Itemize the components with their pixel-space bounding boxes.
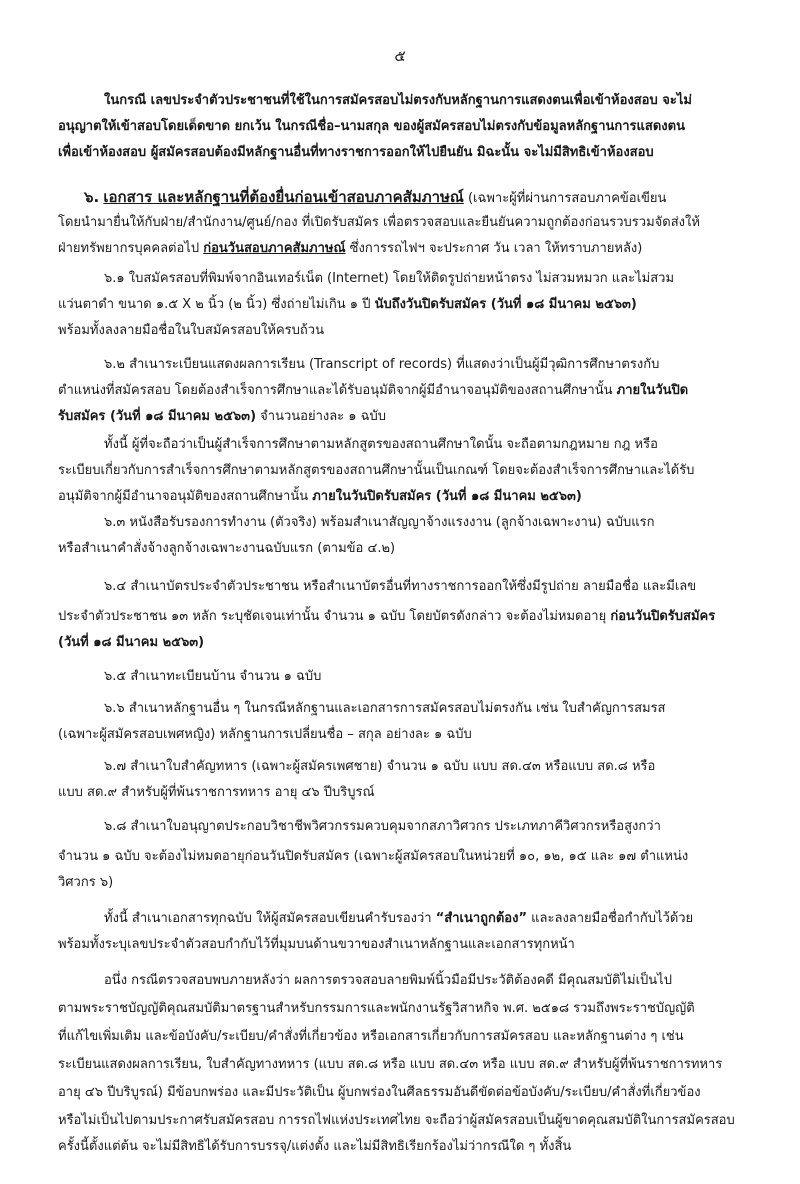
emphasis-text: ก่อนวันสอบภาคสัมภาษณ์	[203, 241, 346, 256]
section-number: ๖.	[84, 188, 100, 206]
emphasis-text: “สำเนาถูกต้อง”	[435, 911, 528, 926]
paragraph-line: อนึ่ง กรณีตรวจสอบพบภายหลังว่า ผลการตรวจสอบลายพิมพ์นิ้วมือมีประวัติต้องคดี มีคุณสมบัติไม่เป็นไป	[104, 973, 672, 988]
item-6-1-line: ๖.๑ ใบสมัครสอบที่พิมพ์จากอินเทอร์เน็ต (Internet) โดยให้ติดรูปถ่ายหน้าตรง ไม่สวมหมวก และไม่สวม	[104, 271, 675, 286]
paragraph-line: ในกรณี เลขประจำตัวประชาชนที่ใช้ในการสมัครสอบไม่ตรงกับหลักฐานการแสดงตนเพื่อเข้าห้องสอบ จะไม่	[104, 93, 692, 108]
paragraph-line: ฝ่ายทรัพยากรบุคคลต่อไป ก่อนวันสอบภาคสัมภาษณ์ ซึ่งการรถไฟฯ จะประกาศ วัน เวลา ให้ทราบภายหลัง)	[58, 241, 643, 256]
item-6-4-line: ๖.๔ สำเนาบัตรประจำตัวประชาชน หรือสำเนาบัตรอื่นที่ทางราชการออกให้ซึ่งมีรูปถ่าย ลายมือชื่อ และมีเลข	[104, 579, 697, 594]
item-6-3-line: ๖.๓ หนังสือรับรองการทำงาน (ตัวจริง) พร้อมสำเนาสัญญาจ้างแรงงาน (ลูกจ้างเฉพาะงาน) ฉบับแรก	[104, 515, 655, 530]
paragraph-line: ที่แก้ไขเพิ่มเติม และข้อบังคับ/ระเบียบ/คำสั่งที่เกี่ยวข้อง หรือเอกสารเกี่ยวกับการสมัครสอบ และหลักฐานต่าง ๆ เช่น	[58, 1029, 684, 1044]
item-6-4-line: (วันที่ ๑๘ มีนาคม ๒๕๖๓)	[58, 635, 205, 650]
emphasis-text: ภายในวันปิดรับสมัคร (วันที่ ๑๘ มีนาคม ๒๕๖๓)	[312, 489, 582, 504]
paragraph-line: ระเบียนแสดงผลการเรียน, ใบสำคัญทางทหาร (แบบ สด.๘ หรือ แบบ สด.๔๓ หรือ แบบ สด.๙ สำหรับผู้ที่พ้นราชการทหาร	[58, 1057, 723, 1072]
emphasis-text: รับสมัคร (วันที่ ๑๘ มีนาคม ๒๕๖๓)	[58, 409, 257, 424]
item-6-2-line: ตำแหน่งที่สมัครสอบ โดยต้องสำเร็จการศึกษาและได้รับอนุมัติจากผู้มีอำนาจอนุมัติของสถานศึกษานั้น ภายในวันปิด	[58, 383, 689, 398]
section-title: เอกสาร และหลักฐานที่ต้องยื่นก่อนเข้าสอบภาคสัมภาษณ์	[103, 188, 464, 206]
section-note: (เฉพาะผู้ที่ผ่านการสอบภาคข้อเขียน	[463, 191, 667, 206]
paragraph-line: อายุ ๔๖ ปีบริบูรณ์) มีข้อบกพร่อง และมีประวัติเป็น ผู้บกพร่องในศีลธรรมอันดีขัดต่อข้อบังคับ/ระเบียบ/คำสั่งที่เกี่ยวข้อง	[58, 1085, 701, 1100]
item-6-1-line: พร้อมทั้งลงลายมือชื่อในใบสมัครสอบให้ครบถ้วน	[58, 323, 324, 338]
emphasis-text: นับถึงวันปิดรับสมัคร (วันที่ ๑๘ มีนาคม ๒๕๖๓)	[374, 297, 637, 312]
item-6-2-line: อนุมัติจากผู้มีอำนาจอนุมัติของสถานศึกษานั้น ภายในวันปิดรับสมัคร (วันที่ ๑๘ มีนาคม ๒๕๖๓)	[58, 489, 582, 504]
item-6-2-line: ทั้งนี้ ผู้ที่จะถือว่าเป็นผู้สำเร็จการศึกษาตามหลักสูตรของสถานศึกษาใดนั้น จะถือตามกฎหมาย กฎ หรือ	[104, 437, 658, 452]
page-number: ๕	[394, 47, 406, 65]
section-heading	[84, 184, 794, 212]
emphasis-text: ภายในวันปิด	[616, 383, 689, 398]
item-6-8-line: จำนวน ๑ ฉบับ จะต้องไม่หมดอายุก่อนวันปิดรับสมัคร (เฉพาะผู้สมัครสอบในหน่วยที่ ๑๐, ๑๒, ๑๕ และ ๑๗ ตำแหน่ง	[58, 849, 689, 864]
paragraph-line: เพื่อเข้าห้องสอบ ผู้สมัครสอบต้องมีหลักฐานอื่นที่ทางราชการออกให้ไปยืนยัน มิฉะนั้น จะไม่มีสิทธิเข้าห้องสอบ	[58, 145, 654, 160]
item-6-1-line: แว่นตาดำ ขนาด ๑.๕ X ๒ นิ้ว (๒ นิ้ว) ซึ่งถ่ายไม่เกิน ๑ ปี นับถึงวันปิดรับสมัคร (วันที่ ๑๘ มีนาคม ๒๕๖๓)	[58, 297, 637, 312]
paragraph-line: โดยนำมายื่นให้กับฝ่าย/สำนักงาน/ศูนย์/กอง ที่เปิดรับสมัคร เพื่อตรวจสอบและยืนยันความถูกต้องก่อนรวบรวมจัดส่งให้	[58, 215, 700, 230]
paragraph-line: หรือไม่เป็นไปตามประกาศรับสมัครสอบ การรถไฟแห่งประเทศไทย จะถือว่าผู้สมัครสอบเป็นผู้ขาดคุณสมบัติในการสมัครสอบ	[58, 1113, 735, 1128]
paragraph-line: อนุญาตให้เข้าสอบโดยเด็ดขาด ยกเว้น ในกรณีชื่อ–นามสกุล ของผู้สมัครสอบไม่ตรงกับข้อมูลหลักฐานการแสดงตน	[58, 119, 685, 134]
item-6-7-line: ๖.๗ สำเนาใบสำคัญทหาร (เฉพาะผู้สมัครเพศชาย) จำนวน ๑ ฉบับ แบบ สด.๔๓ หรือแบบ สด.๘ หรือ	[104, 759, 656, 774]
item-6-4-line: ประจำตัวประชาชน ๑๓ หลัก ระบุชัดเจนเท่านั้น จำนวน ๑ ฉบับ โดยบัตรดังกล่าว จะต้องไม่หมดอายุ ก่อนวันปิดรับสมัคร	[58, 609, 716, 624]
paragraph-line: ตามพระราชบัญญัติคุณสมบัติมาตรฐานสำหรับกรรมการและพนักงานรัฐวิสาหกิจ พ.ศ. ๒๕๑๘ รวมถึงพระราชบัญญัติ	[58, 1001, 695, 1016]
paragraph-line: ครั้งนี้ตั้งแต่ต้น จะไม่มีสิทธิได้รับการบรรจุ/แต่งตั้ง และไม่มีสิทธิเรียกร้องไม่ว่ากรณีใด ๆ ทั้งสิ้น	[58, 1139, 572, 1154]
item-6-7-line: แบบ สด.๙ สำหรับผู้ที่พ้นราชการทหาร อายุ ๔๖ ปีบริบูรณ์	[58, 785, 375, 800]
item-6-2-line: ระเบียบเกี่ยวกับการสำเร็จการศึกษาตามหลักสูตรของสถานศึกษานั้นเป็นเกณฑ์ โดยจะต้องสำเร็จการศึกษาและได้รับ	[58, 463, 695, 478]
emphasis-text: ก่อนวันปิดรับสมัคร	[610, 609, 716, 624]
item-6-2-line: รับสมัคร (วันที่ ๑๘ มีนาคม ๒๕๖๓) จำนวนอย่างละ ๑ ฉบับ	[58, 409, 387, 424]
item-6-2-line: ๖.๒ สำเนาระเบียนแสดงผลการเรียน (Transcript of records) ที่แสดงว่าเป็นผู้มีวุฒิการศึกษาตรงกับ	[104, 357, 660, 372]
item-6-8-line: ๖.๘ สำเนาใบอนุญาตประกอบวิชาชีพวิศวกรรมควบคุมจากสภาวิศวกร ประเภทภาคีวิศวกรหรือสูงกว่า	[104, 819, 661, 834]
item-6-6-line: (เฉพาะผู้สมัครสอบเพศหญิง) หลักฐานการเปลี่ยนชื่อ – สกุล อย่างละ ๑ ฉบับ	[58, 727, 472, 742]
paragraph-line: ทั้งนี้ สำเนาเอกสารทุกฉบับ ให้ผู้สมัครสอบเขียนคำรับรองว่า “สำเนาถูกต้อง” และลงลายมือชื่อกำกับไว้ด้วย	[104, 911, 694, 926]
item-6-3-line: หรือสำเนาคำสั่งจ้างลูกจ้างเฉพาะงานฉบับแรก (ตามข้อ ๔.๒)	[58, 541, 396, 556]
item-6-6-line: ๖.๖ สำเนาหลักฐานอื่น ๆ ในกรณีหลักฐานและเอกสารการสมัครสอบไม่ตรงกัน เช่น ใบสำคัญการสมรส	[104, 701, 666, 716]
item-6-5-line: ๖.๕ สำเนาทะเบียนบ้าน จำนวน ๑ ฉบับ	[104, 669, 322, 684]
paragraph-line: พร้อมทั้งระบุเลขประจำตัวสอบกำกับไว้ที่มุมบนด้านขวาของสำเนาหลักฐานและเอกสารทุกหน้า	[58, 937, 575, 952]
item-6-8-line: วิศวกร ๖)	[58, 875, 114, 890]
